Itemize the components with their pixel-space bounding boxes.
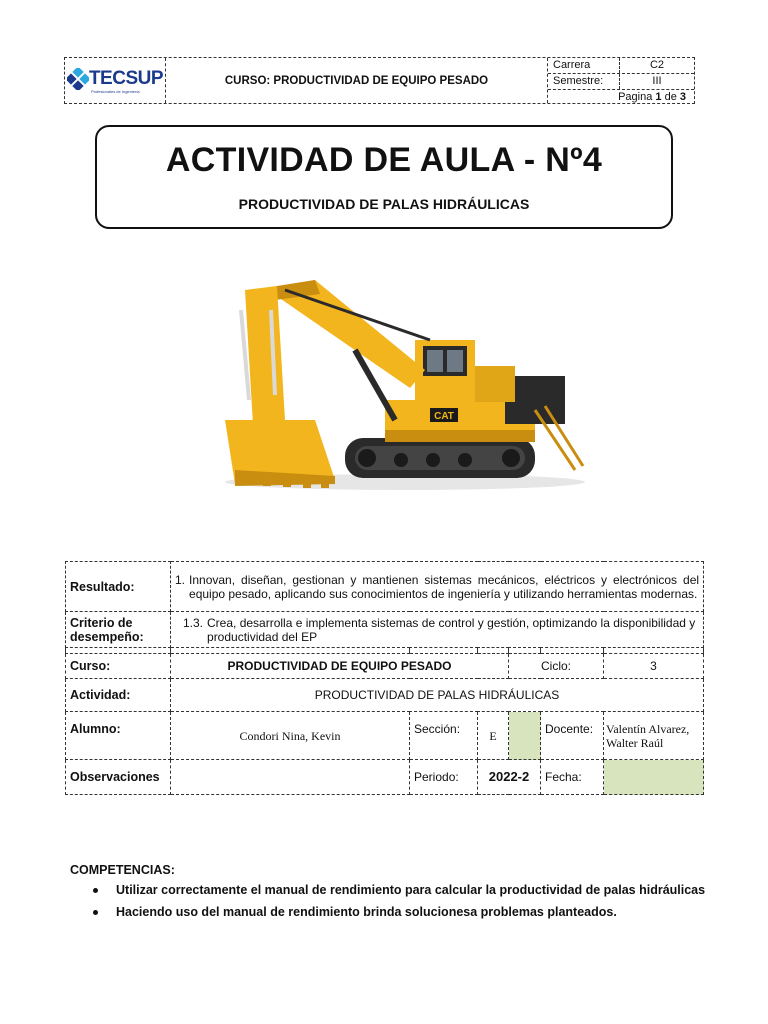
ciclo-value: 3 (604, 654, 704, 679)
carrera-label: Carrera (548, 58, 620, 73)
carrera-value: C2 (649, 59, 665, 71)
page-indicator: Pagina 1 de 3 (618, 91, 686, 103)
title-box (95, 125, 673, 229)
docente-value: Valentín Alvarez, Walter Raúl (604, 712, 704, 760)
page-subtitle: PRODUCTIVIDAD DE PALAS HIDRÁULICAS (238, 196, 530, 212)
curso-label: Curso: (66, 654, 171, 679)
resultado-value: 1. Innovan, diseñan, gestionan y mantienen sistemas mecánicos, eléctricos y electrónicos del equipo pesado, aplicando sus conocimientos de ingeniería y utilizando herramientas modernas. (171, 562, 704, 612)
periodo-value: 2022-2 (478, 760, 541, 795)
page-current: 1 (655, 91, 662, 103)
tecsup-logo (67, 68, 163, 94)
logo-subtitle: Profesionales de Ingeniería (90, 88, 140, 94)
logo-mark-icon (67, 68, 89, 90)
actividad-value: PRODUCTIVIDAD DE PALAS HIDRÁULICAS (171, 679, 704, 712)
observaciones-label: Observaciones (66, 760, 171, 795)
seccion-value: E (478, 712, 509, 760)
competencias-section (70, 863, 710, 925)
document-header (64, 57, 695, 104)
observaciones-value (171, 760, 410, 795)
list-item: Haciendo uso del manual de rendimiento brinda solucionesa problemas planteados. (116, 903, 710, 921)
resultado-text: Innovan, diseñan, gestionan y mantienen sistemas mecánicos, eléctricos y electrónicos del equipo pesado, aplicando sus conocimientos de ingeniería y utilizando herramientas modernas. (189, 572, 700, 601)
criterio-text: Crea, desarrolla e implementa sistemas de control y gestión, optimizando la disponibilidad y productividad del EP (207, 615, 696, 644)
curso-value: PRODUCTIVIDAD DE EQUIPO PESADO (171, 654, 509, 679)
seccion-extra-cell (509, 712, 541, 760)
header-meta (548, 58, 694, 103)
fecha-label: Fecha: (541, 760, 604, 795)
criterio-value: 1.3. Crea, desarrolla e implementa sistemas de control y gestión, optimizando la disponibilidad y productividad del EP (171, 612, 704, 648)
header-course-title: CURSO: PRODUCTIVIDAD DE EQUIPO PESADO (166, 58, 548, 103)
criterio-label: Criterio de desempeño: (66, 612, 171, 648)
alumno-label: Alumno: (66, 712, 171, 760)
docente-label: Docente: (541, 712, 604, 760)
activity-info-table (65, 561, 704, 795)
hydraulic-shovel-image (205, 270, 585, 495)
competencias-title: COMPETENCIAS: (70, 863, 175, 877)
competencias-list (70, 881, 710, 921)
logo-cell (65, 58, 166, 103)
semestre-label: Semestre: (548, 74, 620, 89)
periodo-label: Periodo: (410, 760, 478, 795)
resultado-label: Resultado: (66, 562, 171, 612)
seccion-label: Sección: (410, 712, 478, 760)
ciclo-label: Ciclo: (509, 654, 604, 679)
logo-text: TECSUP (88, 68, 164, 89)
alumno-value: Condori Nina, Kevin (171, 712, 410, 760)
page-total: 3 (679, 91, 686, 103)
list-item: Utilizar correctamente el manual de rendimiento para calcular la productividad de palas hidráulicas (116, 881, 710, 899)
cat-badge: CAT (434, 411, 454, 422)
semestre-value: III (652, 75, 662, 87)
fecha-value (604, 760, 704, 795)
page-title: ACTIVIDAD DE AULA - Nº4 (165, 141, 603, 179)
actividad-label: Actividad: (66, 679, 171, 712)
